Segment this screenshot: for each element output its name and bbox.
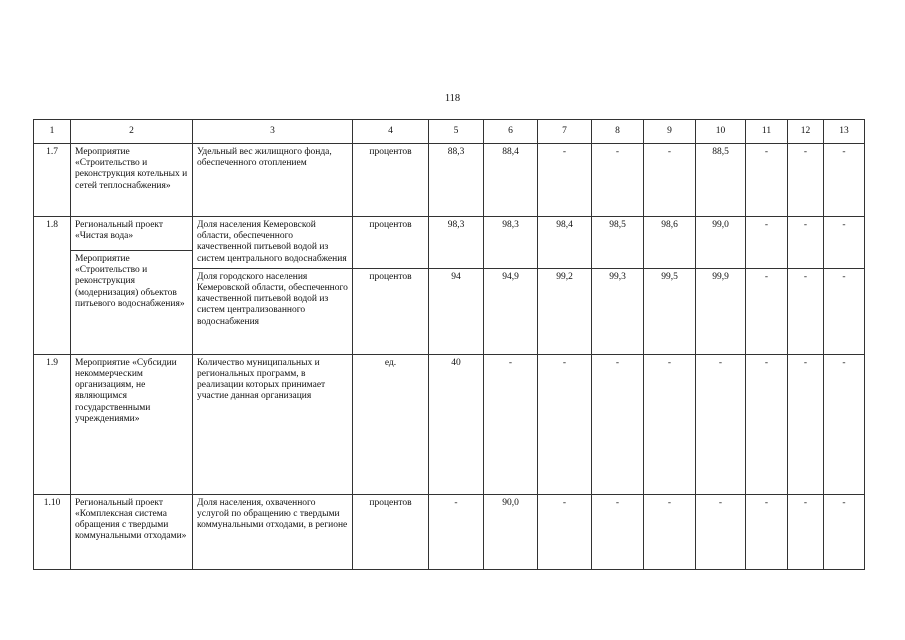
unit-cell: процентов — [353, 217, 429, 269]
event-name: Региональный проект «Комплексная система обращения с твердыми коммунальными отходами» — [71, 494, 193, 569]
table-row — [34, 354, 865, 494]
value-cell: - — [788, 268, 824, 354]
row-number: 1.9 — [34, 354, 71, 494]
table-row — [34, 217, 865, 251]
table-header-row — [34, 120, 865, 144]
page-number: 118 — [444, 93, 461, 104]
value-cell: - — [788, 144, 824, 217]
indicator-name: Удельный вес жилищного фонда, обеспеченного отоплением — [193, 144, 353, 217]
indicator-name: Доля населения Кемеровской области, обеспеченного качественной питьевой водой из систем центрального водоснабжения — [193, 217, 353, 269]
value-cell: - — [824, 144, 865, 217]
event-name: Мероприятие «Строительство и реконструкция котельных и сетей теплоснабжения» — [71, 144, 193, 217]
event-name: Мероприятие «Строительство и реконструкция (модернизация) объектов питьевого водоснабжения» — [71, 251, 193, 355]
value-cell: - — [824, 268, 865, 354]
value-cell: 98,6 — [644, 217, 696, 269]
value-cell: - — [788, 494, 824, 569]
value-cell: - — [538, 144, 592, 217]
value-cell: 94,9 — [484, 268, 538, 354]
value-cell: - — [824, 494, 865, 569]
unit-cell: процентов — [353, 144, 429, 217]
column-header: 7 — [538, 120, 592, 144]
column-header: 3 — [193, 120, 353, 144]
project-name: Региональный проект «Чистая вода» — [71, 217, 193, 251]
column-header: 2 — [71, 120, 193, 144]
value-cell: - — [592, 494, 644, 569]
row-number: 1.7 — [34, 144, 71, 217]
value-cell: - — [746, 217, 788, 269]
value-cell: - — [746, 268, 788, 354]
value-cell: - — [644, 354, 696, 494]
table-row — [34, 494, 865, 569]
value-cell: - — [824, 217, 865, 269]
value-cell: 90,0 — [484, 494, 538, 569]
value-cell: - — [746, 144, 788, 217]
indicator-name: Доля населения, охваченного услугой по обращению с твердыми коммунальными отходами, в регионе — [193, 494, 353, 569]
column-header: 13 — [824, 120, 865, 144]
value-cell: - — [429, 494, 484, 569]
row-number: 1.8 — [34, 217, 71, 355]
column-header: 5 — [429, 120, 484, 144]
event-name: Мероприятие «Субсидии некоммерческим организациям, не являющимся государственными учреждениями» — [71, 354, 193, 494]
value-cell: 99,3 — [592, 268, 644, 354]
value-cell: 99,2 — [538, 268, 592, 354]
value-cell: 88,4 — [484, 144, 538, 217]
value-cell: - — [824, 354, 865, 494]
table-row — [34, 144, 865, 217]
column-header: 1 — [34, 120, 71, 144]
column-header: 11 — [746, 120, 788, 144]
value-cell: 98,5 — [592, 217, 644, 269]
value-cell: 40 — [429, 354, 484, 494]
indicators-table — [33, 119, 865, 570]
value-cell: 94 — [429, 268, 484, 354]
value-cell: - — [788, 217, 824, 269]
value-cell: 99,0 — [696, 217, 746, 269]
value-cell: - — [538, 354, 592, 494]
column-header: 9 — [644, 120, 696, 144]
column-header: 8 — [592, 120, 644, 144]
value-cell: 98,3 — [484, 217, 538, 269]
unit-cell: процентов — [353, 268, 429, 354]
value-cell: 98,4 — [538, 217, 592, 269]
value-cell: 99,9 — [696, 268, 746, 354]
value-cell: - — [538, 494, 592, 569]
indicator-name: Доля городского населения Кемеровской области, обеспеченного качественной питьевой водой из систем централизованного водоснабжения — [193, 268, 353, 354]
column-header: 12 — [788, 120, 824, 144]
value-cell: - — [788, 354, 824, 494]
value-cell: - — [644, 144, 696, 217]
value-cell: - — [746, 354, 788, 494]
value-cell: 88,5 — [696, 144, 746, 217]
value-cell: 88,3 — [429, 144, 484, 217]
value-cell: - — [592, 354, 644, 494]
value-cell: - — [592, 144, 644, 217]
indicator-name: Количество муниципальных и региональных программ, в реализации которых принимает участие данная организация — [193, 354, 353, 494]
column-header: 4 — [353, 120, 429, 144]
column-header: 10 — [696, 120, 746, 144]
column-header: 6 — [484, 120, 538, 144]
unit-cell: ед. — [353, 354, 429, 494]
unit-cell: процентов — [353, 494, 429, 569]
row-number: 1.10 — [34, 494, 71, 569]
value-cell: - — [484, 354, 538, 494]
value-cell: - — [696, 494, 746, 569]
value-cell: 99,5 — [644, 268, 696, 354]
value-cell: - — [644, 494, 696, 569]
value-cell: 98,3 — [429, 217, 484, 269]
value-cell: - — [696, 354, 746, 494]
value-cell: - — [746, 494, 788, 569]
